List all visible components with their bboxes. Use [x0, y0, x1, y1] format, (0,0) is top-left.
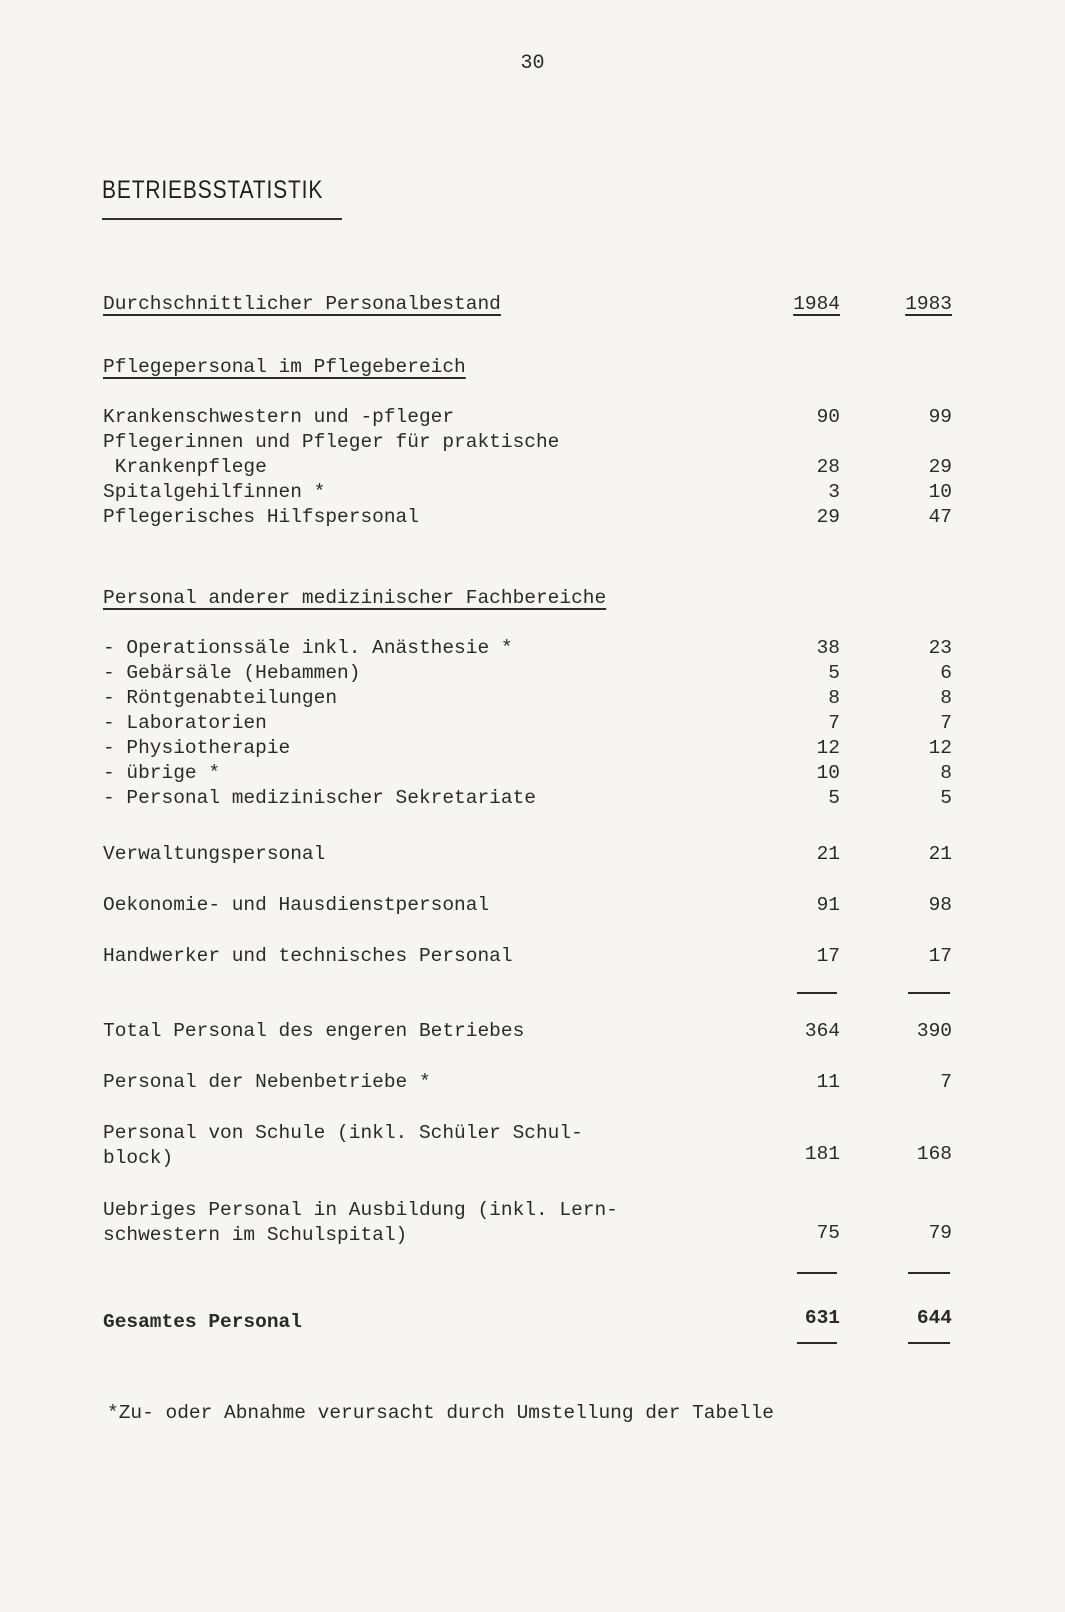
page-number: 30: [520, 52, 545, 75]
header-year-1983: 1983: [905, 293, 952, 315]
subtotal-rule-1983: [908, 992, 950, 994]
title-underline: [102, 218, 342, 220]
final-rule-1983: [908, 1342, 950, 1344]
page-title: BETRIEBSSTATISTIK: [102, 176, 324, 204]
footnote: *Zu- oder Abnahme verursacht durch Umstellung der Tabelle: [107, 1402, 775, 1424]
header-year-1984: 1984: [793, 293, 840, 315]
header-label: Durchschnittlicher Personalbestand: [103, 293, 501, 315]
total-rule-1983: [908, 1272, 950, 1274]
final-rule-1984: [797, 1342, 837, 1344]
total-rule-1984: [797, 1272, 837, 1274]
subtotal-rule-1984: [797, 992, 837, 994]
document-page: 30 BETRIEBSSTATISTIK Durchschnittlicher Personalbestand 1984 1983 Pflegepersonal im Pflegebereich Krankenschwestern und -pfleger 90 99 Pflegerinnen und Pfleger für praktische Krankenpflege 28 29 Spitalgehilfinnen * 3 10 Pflegerisches Hilfspersonal 29 47 Personal anderer medizinischer Fachbereiche - Operationssäle inkl. Anästhesie * 38 23 - Gebärsäle (Hebammen) 5 6 - Röntgenabteilungen 8 8 - Laboratorien 7 7 - Physiotherapie 12 12 - übrige * 10 8 - Personal medizinischer Sekretariate 5 5 Verwaltungspersonal 21 21 Oekonomie- und Hausdienstpersonal 91 98 Handwerker und technisches Personal 17 17 Total Personal des engeren Betriebes 364 390 Personal der Nebenbetriebe * 11 7 Personal von Schule (inkl. Schüler Schul- block) 181 168 Uebriges Personal in Ausbildung (inkl. Lern- schwestern im Schulspital) 75 79 Gesamtes Personal 631 644 *Zu- oder Abnahme verursacht durch Umstellung der Tabelle: [0, 0, 1065, 1612]
